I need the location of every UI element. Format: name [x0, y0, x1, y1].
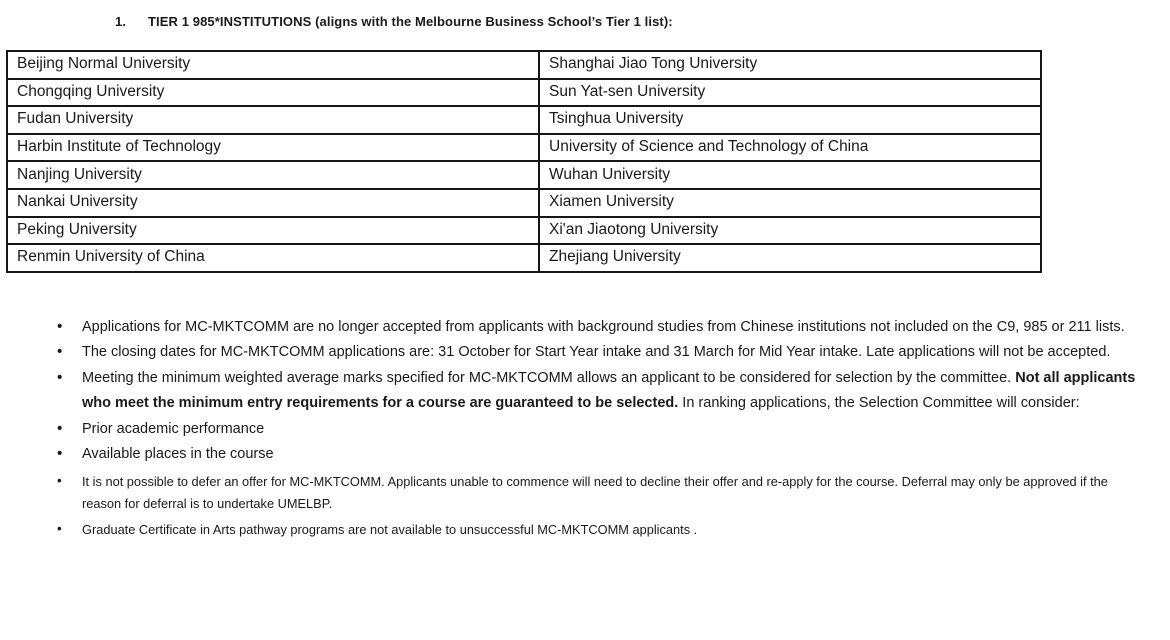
university-cell: University of Science and Technology of China: [539, 134, 1041, 162]
university-cell: Peking University: [7, 217, 539, 245]
university-cell: Renmin University of China: [7, 244, 539, 272]
section-heading: [115, 14, 1170, 29]
list-item-text: Prior academic performance: [82, 420, 265, 437]
table-row: [7, 161, 1041, 189]
university-cell: Shanghai Jiao Tong University: [539, 51, 1041, 79]
table-row: [7, 217, 1041, 245]
list-item-text: Graduate Certificate in Arts pathway programs are not available to unsuccessful MC-MKTCOMM applicants .: [82, 521, 698, 537]
list-item-text: Available places in the course: [82, 446, 274, 463]
bullet-icon: •: [57, 343, 63, 361]
section-number: 1.: [115, 14, 127, 29]
university-cell: Nankai University: [7, 189, 539, 217]
table-row: [7, 189, 1041, 217]
document-page: [0, 14, 1170, 640]
table-row: [7, 51, 1041, 79]
bullet-icon: •: [57, 317, 63, 335]
bullet-icon: •: [57, 419, 63, 437]
table-row: [7, 106, 1041, 134]
tier1-universities-table: [6, 50, 1042, 273]
list-item: [55, 417, 1137, 443]
university-cell: Wuhan University: [539, 161, 1041, 189]
table-row: [7, 244, 1041, 272]
list-item: [55, 442, 1137, 468]
university-cell: Xi'an Jiaotong University: [539, 217, 1041, 245]
university-cell: Sun Yat-sen University: [539, 79, 1041, 107]
list-item: [55, 340, 1137, 366]
list-item: [55, 519, 1137, 542]
university-cell: Fudan University: [7, 106, 539, 134]
university-cell: Nanjing University: [7, 161, 539, 189]
bullet-icon: •: [57, 368, 63, 386]
university-cell: Zhejiang University: [539, 244, 1041, 272]
list-item-text: It is not possible to defer an offer for MC-MKTCOMM. Applicants unable to commence will need to decline their offer and re-apply for the course. Deferral may only be approved if the reason for deferral is to undertake UMELBP.: [82, 473, 1108, 512]
university-cell: Beijing Normal University: [7, 51, 539, 79]
list-item-text: The closing dates for MC-MKTCOMM applications are: 31 October for Start Year intake and 31 March for Mid Year intake. Late applications will not be accepted.: [82, 344, 1111, 361]
list-item-text: Applications for MC-MKTCOMM are no longer accepted from applicants with background studies from Chinese institutions not included on the C9, 985 or 211 lists.: [82, 318, 1125, 335]
universities-table-body: [7, 51, 1041, 272]
list-item-text: Meeting the minimum weighted average marks specified for MC-MKTCOMM allows an applicant to be considered for selection by the committee. Not all applicants who meet the minimum entry requirements for a course are guaranteed to be selected. In ranking applications, the Selection Committee will consider:: [82, 369, 1136, 412]
section-title: TIER 1 985*INSTITUTIONS (aligns with the Melbourne Business School’s Tier 1 list):: [148, 14, 673, 29]
university-cell: Tsinghua University: [539, 106, 1041, 134]
table-row: [7, 79, 1041, 107]
table-row: [7, 134, 1041, 162]
list-item: [55, 471, 1137, 516]
notes-list: [55, 315, 1137, 542]
university-cell: Xiamen University: [539, 189, 1041, 217]
university-cell: Chongqing University: [7, 79, 539, 107]
bullet-icon: •: [57, 520, 62, 536]
university-cell: Harbin Institute of Technology: [7, 134, 539, 162]
bullet-icon: •: [57, 445, 63, 463]
bullet-icon: •: [57, 472, 62, 488]
list-item: [55, 366, 1137, 417]
list-item: [55, 315, 1137, 341]
